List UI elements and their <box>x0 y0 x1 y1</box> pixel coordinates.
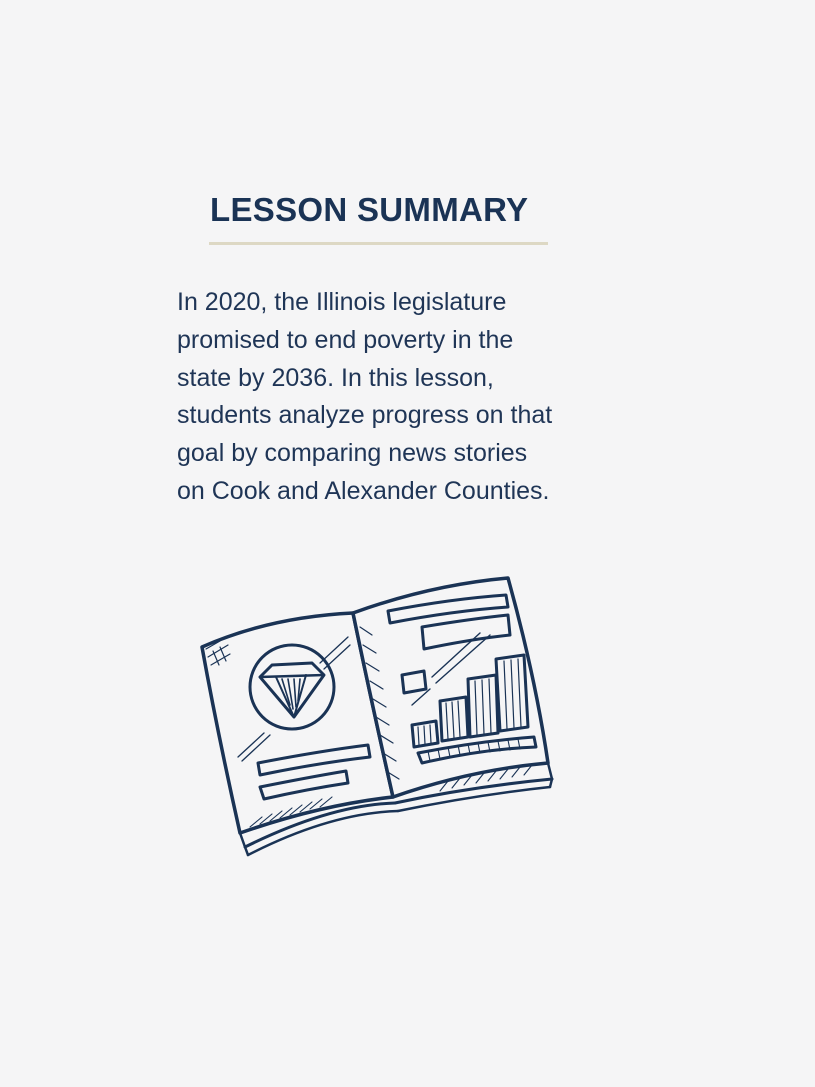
title-divider <box>209 242 548 245</box>
summary-paragraph <box>177 284 607 511</box>
summary-line: on Cook and Alexander Counties. <box>177 476 550 505</box>
summary-line: state by 2036. In this lesson, <box>177 363 494 392</box>
lesson-summary-title: LESSON SUMMARY <box>210 191 529 228</box>
summary-line: students analyze progress on that <box>177 401 553 430</box>
summary-line: goal by comparing news stories <box>177 439 528 468</box>
summary-line: promised to end poverty in the <box>177 325 514 354</box>
open-book-icon <box>190 565 570 865</box>
summary-line: In 2020, the Illinois legislature <box>177 288 507 316</box>
